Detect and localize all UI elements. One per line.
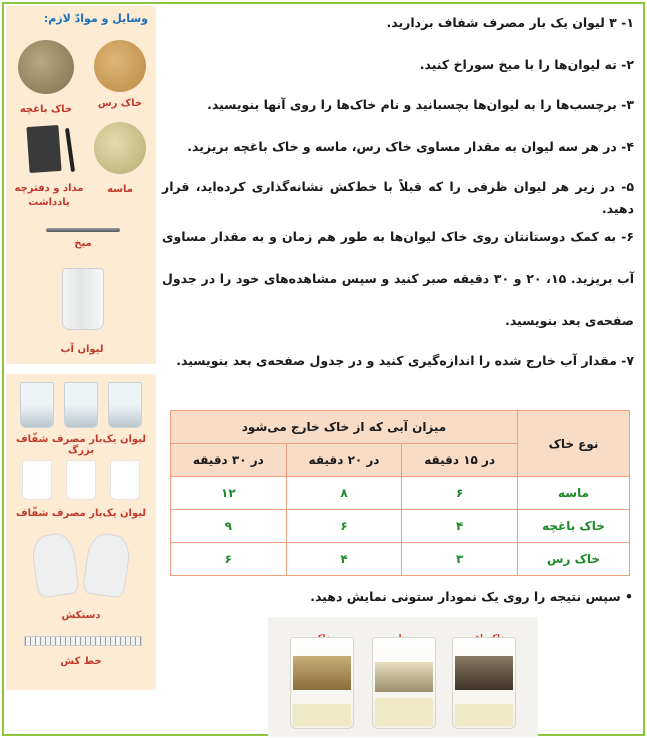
sand-caption: ماسه xyxy=(107,184,133,195)
experiment-photo xyxy=(268,617,538,737)
nail-image xyxy=(46,228,120,232)
clear-cups-caption: لیوان یک‌بار مصرف شفّاف xyxy=(15,508,147,519)
ruler-caption: خط کش xyxy=(60,656,102,667)
clear-cup-image-1 xyxy=(22,460,52,500)
clay-soil-image xyxy=(94,40,146,92)
equipment-panel xyxy=(6,374,156,690)
step-5: ۵- در زیر هر لیوان ظرفی را که قبلاً با خط‌کش نشانه‌گذاری کرده‌اید، قرار دهید. xyxy=(162,179,634,216)
note-label: سپس نتیجه را روی یک نمودار ستونی نمایش دهید. xyxy=(310,589,621,604)
ruler-image xyxy=(24,636,142,646)
water-glass-caption: لیوان آب xyxy=(60,344,104,355)
clay-soil-layer xyxy=(293,656,351,690)
cell-value: ۴ xyxy=(402,510,518,543)
step-2: ۲- ته لیوان‌ها را با میخ سوراخ کنید. xyxy=(419,57,634,72)
results-table xyxy=(170,410,630,576)
glove-image-left xyxy=(30,531,80,598)
clay-water xyxy=(293,704,351,726)
note-text xyxy=(173,586,633,608)
time-header-15: در ۱۵ دقیقه xyxy=(402,444,518,477)
step-1: ۱- ۳ لیوان یک بار مصرف شفاف بردارید. xyxy=(386,15,634,30)
bullet-icon: • xyxy=(625,589,633,604)
pencil-image xyxy=(65,128,75,172)
clear-cup-image-2 xyxy=(66,460,96,500)
step-4: ۴- در هر سه لیوان به مقدار مساوی خاک رس، ماسه و خاک باغچه بریزید. xyxy=(187,139,634,154)
sand-image xyxy=(94,122,146,174)
large-cup-image-2 xyxy=(64,382,98,428)
row-soil: ماسه xyxy=(518,477,630,510)
clear-cup-image-3 xyxy=(110,460,140,500)
cell-value: ۳ xyxy=(402,543,518,576)
cell-value: ۹ xyxy=(171,510,287,543)
table-row xyxy=(171,510,630,543)
soil-type-header: نوع خاک xyxy=(518,411,630,477)
table-row xyxy=(171,543,630,576)
time-header-20: در ۲۰ دقیقه xyxy=(286,444,402,477)
clay-soil-caption: خاک رس xyxy=(97,98,143,109)
step-6: ۶- به کمک دوستانتان روی خاک لیوان‌ها به طور هم زمان و به مقدار مساوی آب بریزید. ۱۵، ۲۰ و ۳۰ دقیقه صبر کنید و سپس مشاهده‌های خود را در جدول صفحه‌ی بعد بنویسید. xyxy=(162,229,634,328)
photo-cup-garden xyxy=(452,637,516,729)
materials-sidebar xyxy=(6,6,156,690)
cell-value: ۶ xyxy=(171,543,287,576)
large-cup-image-1 xyxy=(20,382,54,428)
garden-soil-caption: خاک باغچه xyxy=(19,104,73,115)
step-3: ۳- برچسب‌ها را به لیوان‌ها بچسبانید و نام خاک‌ها را روی آنها بنویسید. xyxy=(207,97,634,112)
step-7: ۷- مقدار آب خارج شده را اندازه‌گیری کنید و در جدول صفحه‌ی بعد بنویسید. xyxy=(176,353,634,368)
cell-value: ۴ xyxy=(286,543,402,576)
cell-value: ۸ xyxy=(286,477,402,510)
time-header-30: در ۳۰ دقیقه xyxy=(171,444,287,477)
glove-image-right xyxy=(82,531,132,598)
large-cup-image-3 xyxy=(108,382,142,428)
cell-value: ۶ xyxy=(402,477,518,510)
cell-value: ۶ xyxy=(286,510,402,543)
materials-panel xyxy=(6,6,156,364)
large-cups-caption: لیوان یک‌بار مصرف شفّاف بزرگ xyxy=(15,434,147,456)
garden-soil-image xyxy=(18,40,74,94)
materials-title: وسایل و موادّ لازم: xyxy=(43,12,148,25)
water-header: میزان آبی که از خاک خارج می‌شود xyxy=(171,411,518,444)
row-soil: خاک باغچه xyxy=(518,510,630,543)
sand-soil-layer xyxy=(375,662,433,692)
notebook-image xyxy=(26,125,61,173)
photo-cup-clay xyxy=(290,637,354,729)
garden-soil-layer xyxy=(455,656,513,690)
gloves-caption: دستکش xyxy=(61,610,101,621)
pencil-notebook-caption: مداد و دفترچه یادداشت xyxy=(14,183,84,208)
table-row xyxy=(171,477,630,510)
nail-caption: میخ xyxy=(74,238,92,249)
photo-cup-sand xyxy=(372,637,436,729)
garden-water xyxy=(455,704,513,726)
row-soil: خاک رس xyxy=(518,543,630,576)
sand-water xyxy=(375,698,433,726)
cell-value: ۱۲ xyxy=(171,477,287,510)
water-glass-image xyxy=(62,268,104,330)
